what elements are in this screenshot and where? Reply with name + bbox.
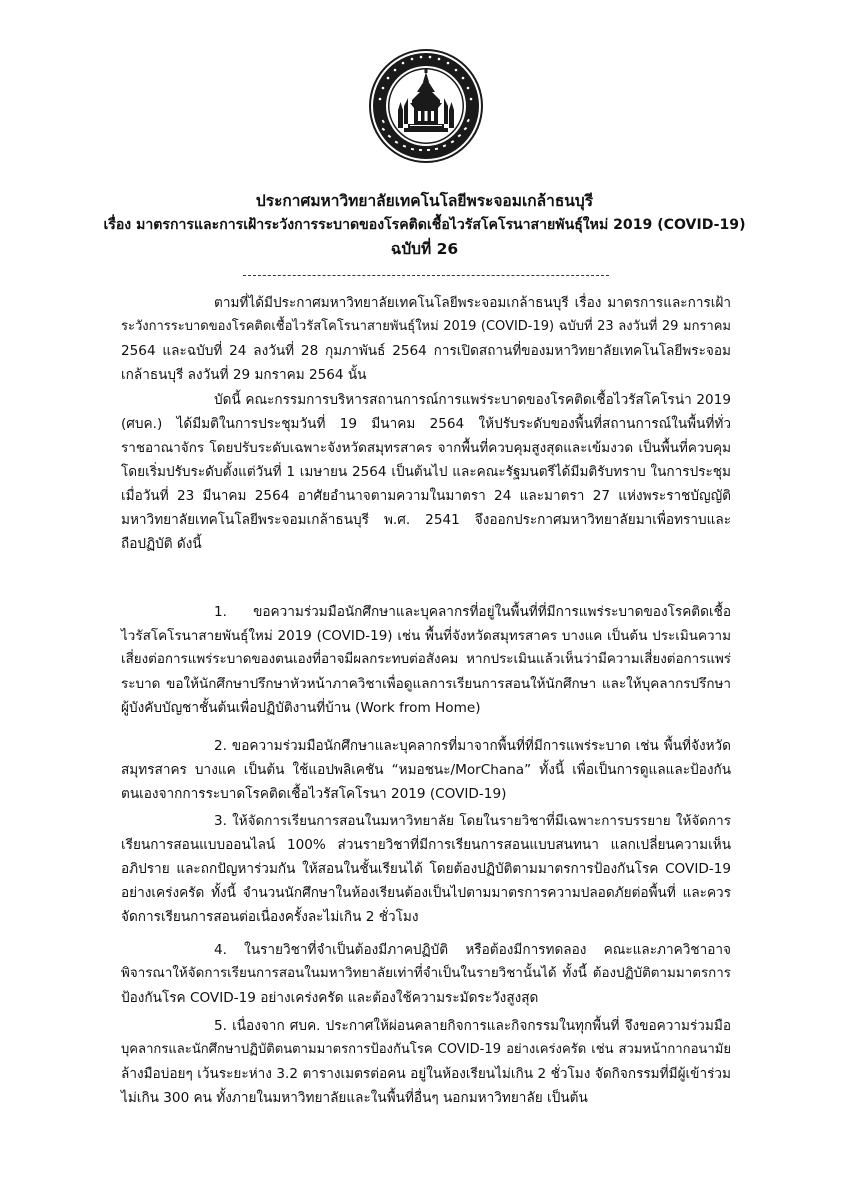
- text-line: เรียนการสอนแบบออนไลน์ 100% ส่วนรายวิชาที่มีการเรียนการสอนแบบสนทนา แลกเปลี่ยนความเห็น: [121, 837, 731, 853]
- text-line: บัดนี้ คณะกรรมการบริหารสถานการณ์การแพร่ระบาดของโรคติดเชื้อไวรัสโคโรน่า 2019: [214, 392, 731, 408]
- text-line: ผู้บังคับบัญชาชั้นต้นเพื่อปฏิบัติงานที่บ้าน (Work from Home): [121, 700, 481, 716]
- paragraph-preamble: [121, 291, 731, 387]
- text-line: ราชอาณาจักร โดยปรับระดับเฉพาะจังหวัดสมุทรสาคร จากพื้นที่ควบคุมสูงสุดและเข้มงวด เป็นพื้นที่ควบคุม: [121, 440, 731, 456]
- text-line: บุคลากรและนักศึกษาปฏิบัติตนตามมาตรการป้องกันโรค COVID-19 อย่างเคร่งครัด เช่น สวมหน้ากากอนามัย: [121, 1042, 731, 1057]
- text-line: เกล้าธนบุรี ลงวันที่ 29 มกราคม 2564 นั้น: [121, 367, 367, 383]
- text-line: ระบาด ขอให้นักศึกษาปรึกษาหัวหน้าภาควิชาเพื่อดูแลการเรียนการสอนให้นักศึกษา และให้บุคลากรปรึกษา: [121, 676, 731, 692]
- text-line: สมุทรสาคร บางแค เป็นต้น ใช้แอปพลิเคชัน “หมอชนะ/MorChana” ทั้งนี้ เพื่อเป็นการดูแลและป้องกัน: [121, 762, 731, 778]
- title-divider: [243, 275, 609, 276]
- measure-item-3: [121, 809, 731, 929]
- announcement-subject: เรื่อง มาตรการและการเฝ้าระวังการระบาดของโรคติดเชื้อไวรัสโคโรนาสายพันธุ์ใหม่ 2019 (COVID-19): [103, 217, 746, 233]
- measure-item-2: [121, 734, 731, 806]
- text-line: ตนเองจากการระบาดโรคติดเชื้อไวรัสโคโรนา 2019 (COVID-19): [121, 786, 507, 802]
- text-line: (ศบค.) ได้มีมติในการประชุมวันที่ 19 มีนาคม 2564 ให้ปรับระดับของพื้นที่สถานการณ์ในพื้นที่ทั่ว: [121, 416, 731, 432]
- measure-item-1: [121, 600, 731, 720]
- text-line: 1. ขอความร่วมมือนักศึกษาและบุคลากรที่อยู่ในพื้นที่ที่มีการแพร่ระบาดของโรคติดเชื้อ: [214, 604, 731, 620]
- announcement-number: ฉบับที่ 26: [390, 240, 459, 258]
- text-line: ตามที่ได้มีประกาศมหาวิทยาลัยเทคโนโลยีพระจอมเกล้าธนบุรี เรื่อง มาตรการและการเฝ้า: [214, 295, 731, 311]
- text-line: 4. ในรายวิชาที่จำเป็นต้องมีภาคปฏิบัติ หรือต้องมีการทดลอง คณะและภาควิชาอาจ: [214, 942, 731, 958]
- text-line: อย่างเคร่งครัด ทั้งนี้ จำนวนนักศึกษาในห้องเรียนต้องเป็นไปตามมาตรการความปลอดภัยต่อพื้นที่ และควร: [121, 885, 731, 901]
- text-line: พิจารณาให้จัดการเรียนการสอนในมหาวิทยาลัยเท่าที่จำเป็นในรายวิชานั้นได้ ทั้งนี้ ต้องปฏิบัติตามมาตรการ: [121, 966, 731, 981]
- measure-item-5: [121, 1014, 731, 1110]
- text-line: ล้างมือบ่อยๆ เว้นระยะห่าง 3.2 ตารางเมตรต่อคน อยู่ในห้องเรียนไม่เกิน 2 ชั่วโมง จัดกิจกรรมที่มีผู้เข้าร่วม: [121, 1066, 731, 1082]
- text-line: ไวรัสโคโรนาสายพันธุ์ใหม่ 2019 (COVID-19) เช่น พื้นที่จังหวัดสมุทรสาคร บางแค เป็นต้น ประเมินความ: [121, 628, 731, 644]
- text-line: โดยเริ่มปรับระดับตั้งแต่วันที่ 1 เมษายน 2564 เป็นต้นไป และคณะรัฐมนตรีได้มีมติรับทราบ ในการประชุม: [121, 464, 731, 480]
- text-line: 5. เนื่องจาก ศบค. ประกาศให้ผ่อนคลายกิจการและกิจกรรมในทุกพื้นที่ จึงขอความร่วมมือ: [214, 1018, 731, 1034]
- measure-item-4: [121, 938, 731, 1010]
- text-line: เสี่ยงต่อการแพร่ระบาดของตนเองที่อาจมีผลกระทบต่อสังคม หากประเมินแล้วเห็นว่ามีความเสี่ยงต่อการแพร่: [121, 652, 731, 667]
- announcement-title-block: [100, 189, 749, 261]
- text-line: อภิปราย และถกปัญหาร่วมกัน ให้สอนในชั้นเรียนได้ โดยต้องปฏิบัติตามมาตรการป้องกันโรค COVID-19: [121, 861, 731, 877]
- text-line: 2. ขอความร่วมมือนักศึกษาและบุคลากรที่มาจากพื้นที่ที่มีการแพร่ระบาด เช่น พื้นที่จังหวัด: [214, 738, 731, 754]
- text-line: ไม่เกิน 300 คน ทั้งภายในมหาวิทยาลัยและในพื้นที่อื่นๆ นอกมหาวิทยาลัย เป็นต้น: [121, 1090, 588, 1106]
- paragraph-resolution: [121, 388, 731, 556]
- text-line: เมื่อวันที่ 23 มีนาคม 2564 อาศัยอำนาจตามความในมาตรา 24 และมาตรา 27 แห่งพระราชบัญญัติ: [121, 488, 731, 504]
- text-line: 2564 และฉบับที่ 24 ลงวันที่ 28 กุมภาพันธ์ 2564 การเปิดสถานที่ของมหาวิทยาลัยเทคโนโลยีพระจอม: [121, 343, 731, 359]
- university-seal-logo: [368, 48, 484, 164]
- text-line: ถือปฏิบัติ ดังนี้: [121, 536, 202, 552]
- text-line: จัดการเรียนการสอนต่อเนื่องครั้งละไม่เกิน 2 ชั่วโมง: [121, 909, 419, 925]
- text-line: ป้องกันโรค COVID-19 อย่างเคร่งครัด และต้องใช้ความระมัดระวังสูงสุด: [121, 990, 539, 1006]
- text-line: ระวังการระบาดของโรคติดเชื้อไวรัสโคโรนาสายพันธุ์ใหม่ 2019 (COVID-19) ฉบับที่ 23 ลงวันที่ 29 มกราคม: [121, 319, 731, 334]
- announcement-heading: ประกาศมหาวิทยาลัยเทคโนโลยีพระจอมเกล้าธนบุรี: [255, 192, 594, 210]
- text-line: 3. ให้จัดการเรียนการสอนในมหาวิทยาลัย โดยในรายวิชาที่มีเฉพาะการบรรยาย ให้จัดการ: [214, 813, 731, 829]
- text-line: มหาวิทยาลัยเทคโนโลยีพระจอมเกล้าธนบุรี พ.ศ. 2541 จึงออกประกาศมหาวิทยาลัยมาเพื่อทราบและ: [121, 512, 731, 528]
